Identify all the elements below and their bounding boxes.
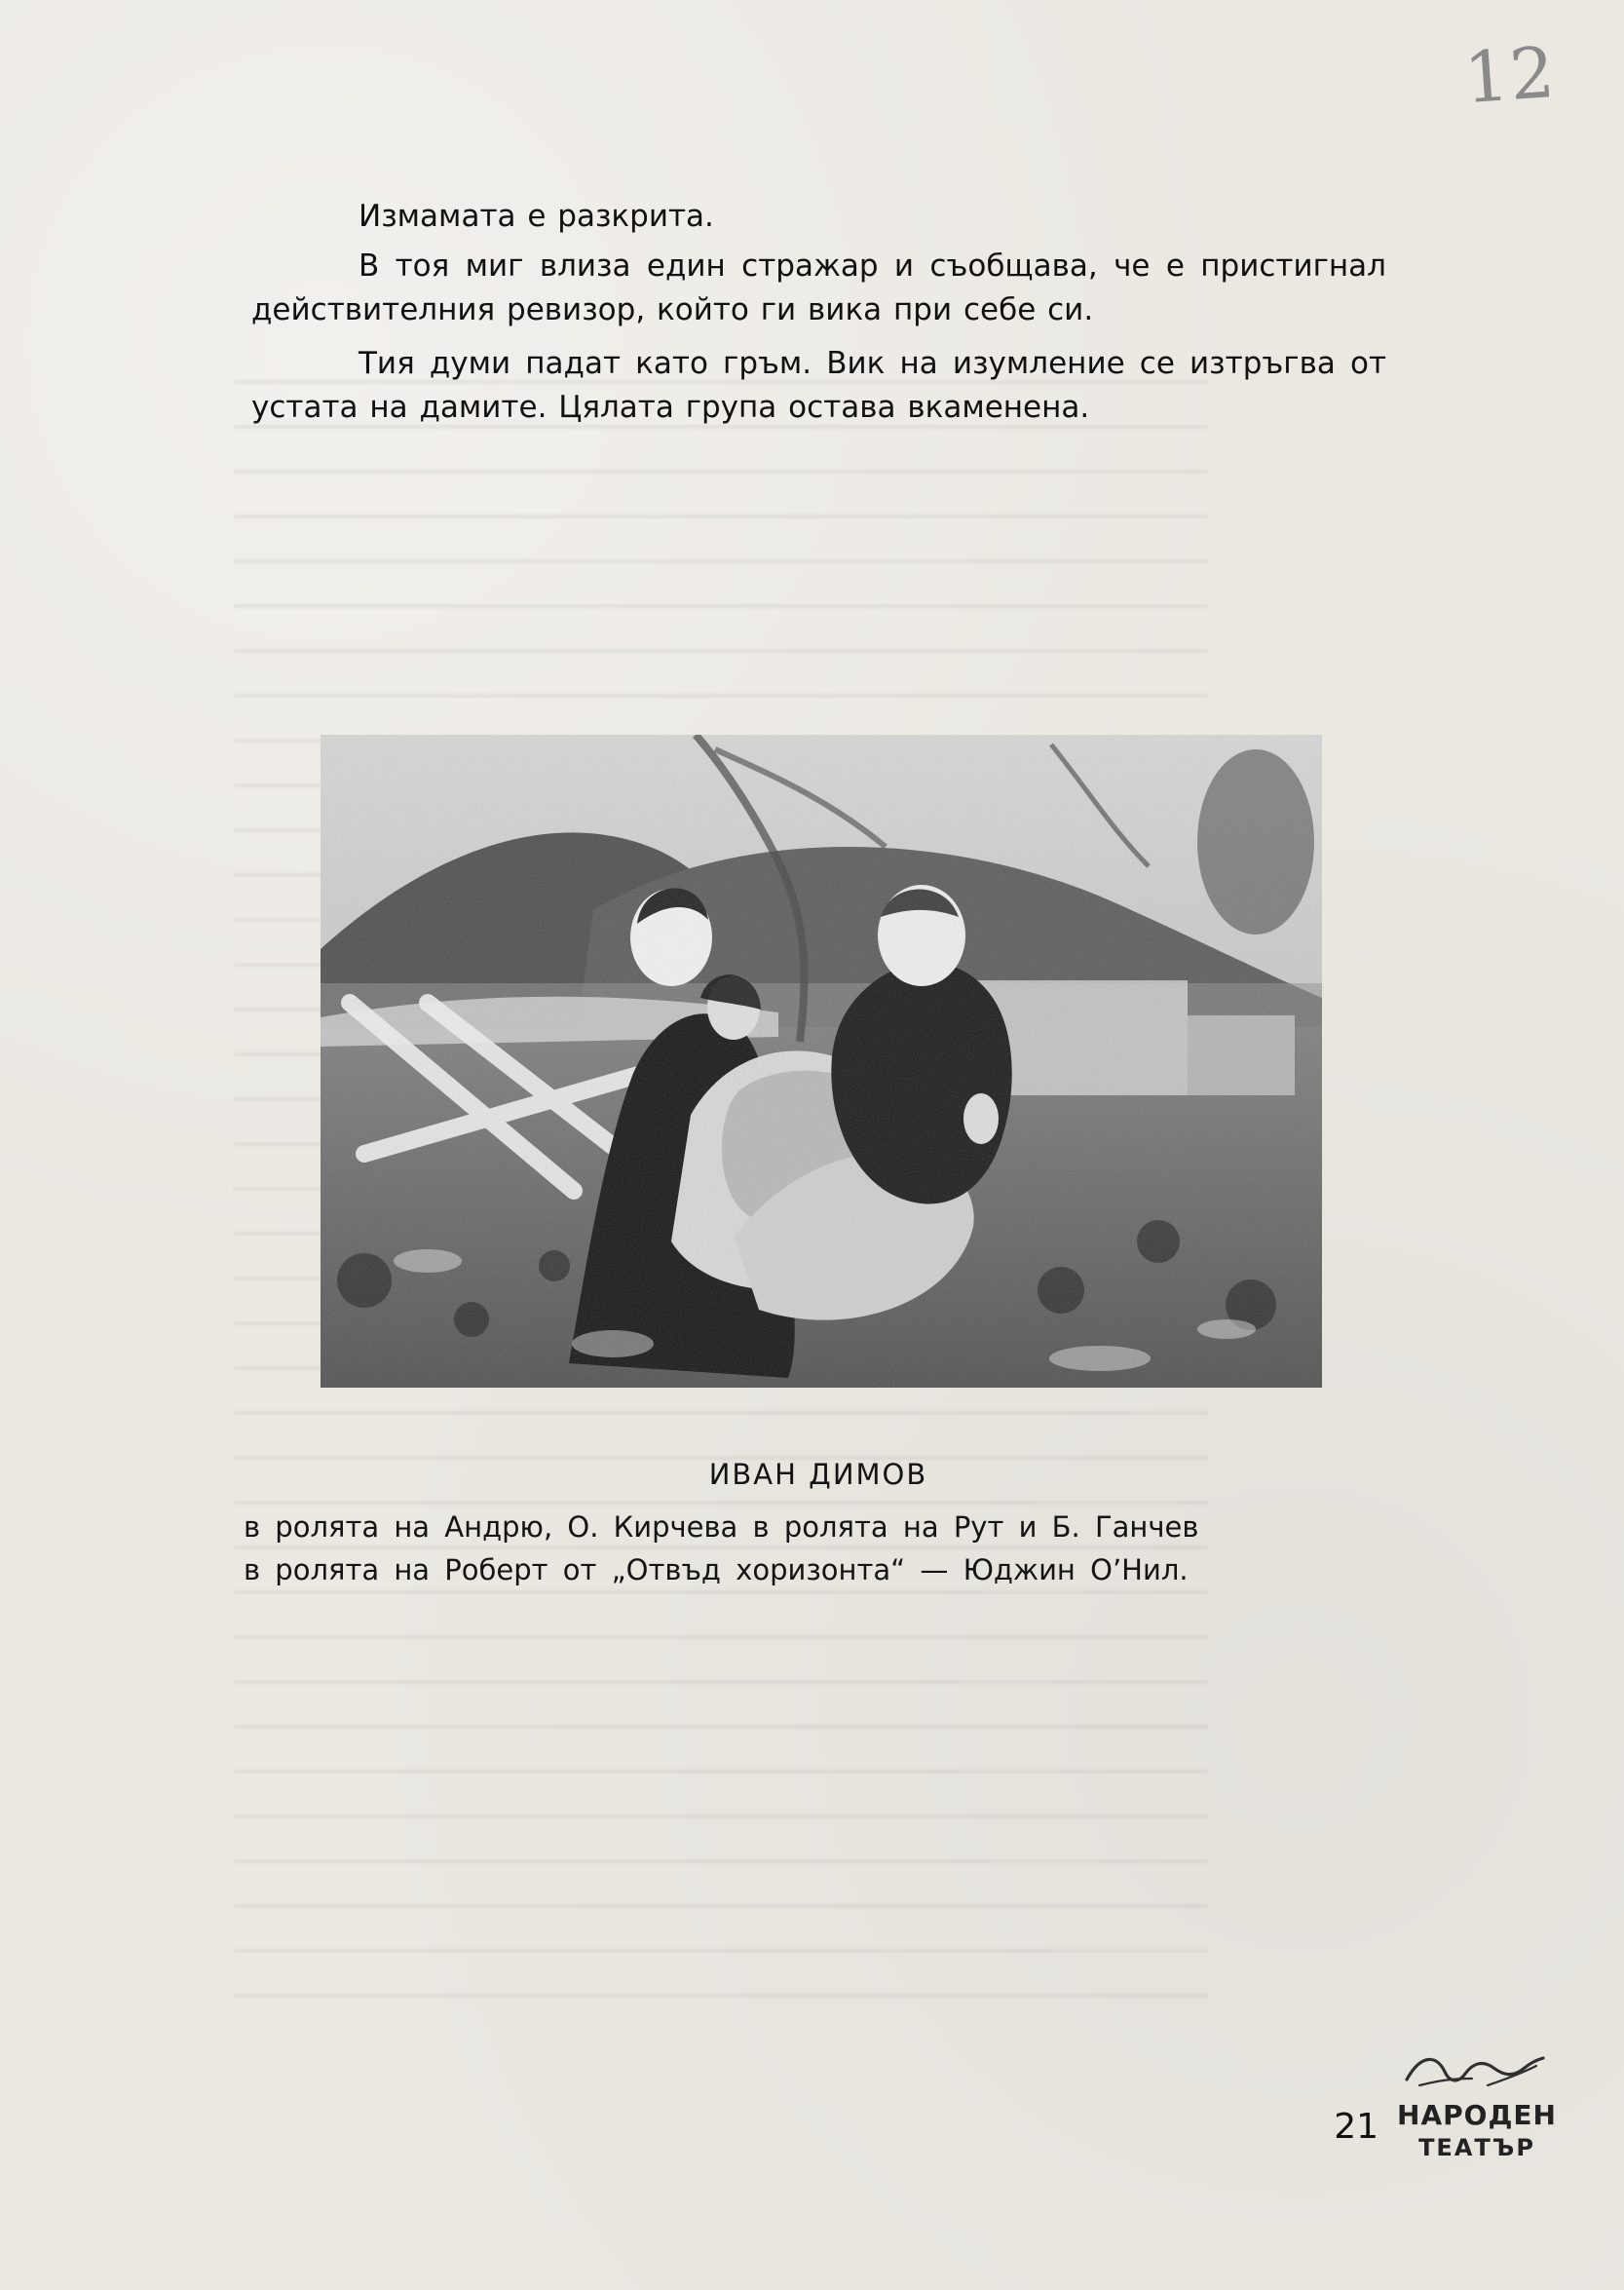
caption-line-1: в ролята на Андрю, О. Кирчева в ролята на Рут и Б. Ганчев (244, 1510, 1199, 1544)
caption-title: ИВАН ДИМОВ (708, 1458, 928, 1491)
handwritten-page-number: 12 (1461, 30, 1559, 120)
theatre-photo (321, 735, 1322, 1388)
caption-line-2: в ролята на Роберт от „Отвъд хоризонта“ — Юджин О’Нил. (244, 1552, 1189, 1586)
national-theatre-logo (1384, 2048, 1569, 2175)
main-text-block (251, 195, 1386, 439)
page-number: 21 (1334, 2107, 1379, 2147)
signature-mark (1402, 2048, 1548, 2095)
paragraph-2: В тоя миг влиза един стражар и съобщава, че е пристигнал действителния ревизор, който ги вика при себе си. (251, 248, 1386, 327)
logo-line-1: НАРОДЕН (1397, 2099, 1557, 2131)
paragraph-1: Измамата е разкрита. (359, 199, 714, 234)
logo-line-2: ТЕАТЪР (1418, 2134, 1535, 2161)
photo-illustration (321, 735, 1322, 1388)
photo-caption (244, 1458, 1393, 1591)
paragraph-3: Тия думи падат като гръм. Вик на изумление се изтръгва от устата на дамите. Цялата група остава вкаменена. (251, 345, 1386, 425)
